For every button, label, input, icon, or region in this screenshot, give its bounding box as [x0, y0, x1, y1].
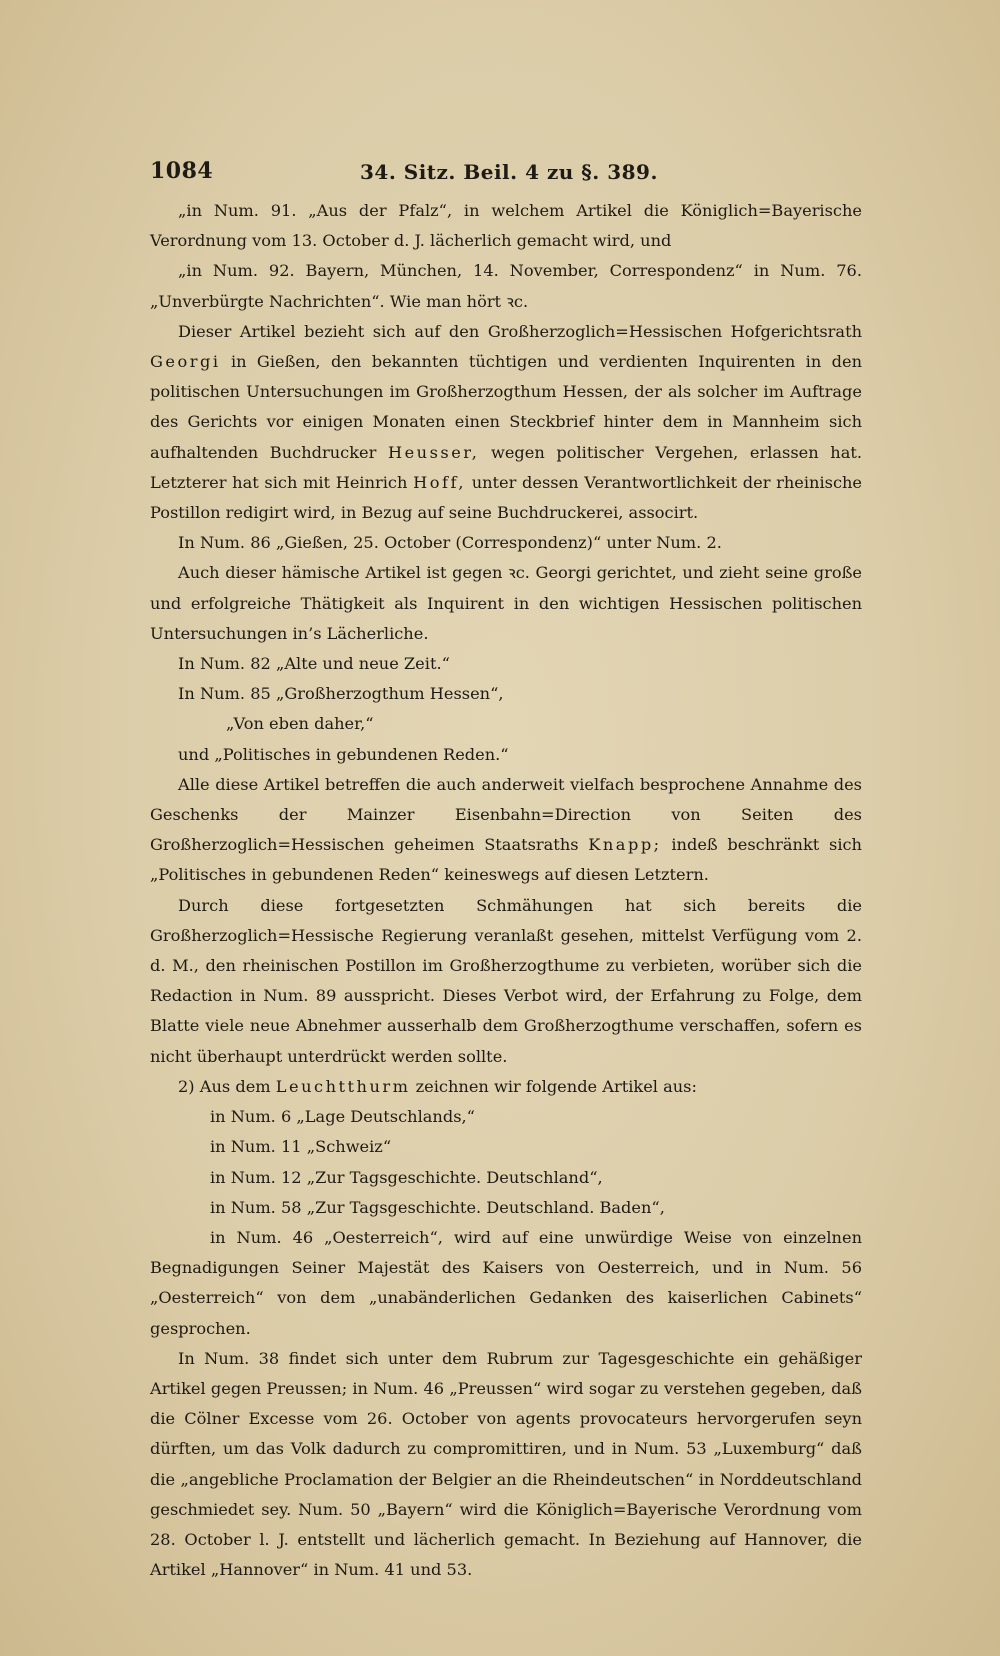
text-run: Dieser Artikel bezieht sich auf den Großherzoglich=Hessischen Hofgerichtsrath [178, 321, 862, 341]
paragraph: Auch dieser hämische Artikel ist gegen ꝛc. Georgi gerichtet, und zieht seine große und erfolgreiche Thätigkeit als Inquirent in den wichtigen Hessischen politischen Untersuchungen in’s Lächerliche. [150, 563, 862, 643]
citation-line: „in Num. 91. „Aus der Pfalz“, in welchem Artikel die Königlich=Bayerische Verordnung vom 13. October d. J. lächerlich gemacht wird, und [150, 201, 862, 251]
spaced-name: Heusser, [387, 442, 480, 462]
spaced-name: Knapp; [588, 835, 662, 855]
text-run: zeichnen wir folgende Artikel aus: [415, 1076, 697, 1096]
spaced-name: Georgi [150, 352, 221, 372]
citation-line: in Num. 12 „Zur Tagsgeschichte. Deutschland“, [210, 1167, 603, 1187]
citation-line: und „Politisches in gebundenen Reden.“ [178, 744, 509, 764]
spaced-name: Leuchtthurm [275, 1076, 411, 1096]
citation-line: „in Num. 92. Bayern, München, 14. November, Correspondenz“ in Num. 76. „Unverbürgte Nachrichten“. Wie man hört ꝛc. [150, 261, 862, 311]
spaced-name: Hoff, [413, 472, 467, 492]
citation-line: In Num. 85 „Großherzogthum Hessen“, [178, 684, 504, 704]
page-number: 1084 [150, 158, 214, 184]
text-run: unter dessen Verantwortlichkeit der rheinische Postillon redigirt wird, in Bezug auf seine Buchdruckerei, associrt. [150, 472, 863, 523]
paragraph [150, 317, 862, 528]
paragraph: In Num. 38 findet sich unter dem Rubrum zur Tagesgeschichte ein gehäßiger Artikel gegen Preussen; in Num. 46 „Preussen“ wird sogar zu verstehen gegeben, daß die Cölner Excesse vom 26. October von agents provocateurs hervorgerufen seyn dürften, um das Volk dadurch zu compromittiren, und in Num. 53 „Luxemburg“ daß die „angebliche Proclamation der Belgier an die Rheindeutschen“ in Norddeutschland geschmiedet sey. Num. 50 „Bayern“ wird die Königlich=Bayerische Verordnung vom 28. October l. J. entstellt und lächerlich gemacht. In Beziehung auf Hannover, die Artikel „Hannover“ in Num. 41 und 53. [150, 1348, 862, 1580]
paragraph [150, 770, 862, 891]
text-run: 2) Aus dem [178, 1076, 271, 1096]
citation-line: in Num. 11 „Schweiz“ [210, 1137, 392, 1157]
citation-line: In Num. 86 „Gießen, 25. October (Correspondenz)“ unter Num. 2. [178, 533, 722, 553]
citation-line: In Num. 82 „Alte und neue Zeit.“ [178, 654, 450, 674]
citation-line: „Von eben daher,“ [226, 714, 374, 734]
citation-line: in Num. 58 „Zur Tagsgeschichte. Deutschland. Baden“, [210, 1197, 665, 1217]
paragraph: in Num. 46 „Oesterreich“, wird auf eine unwürdige Weise von einzelnen Begnadigungen Seiner Majestät des Kaisers von Oesterreich, und in Num. 56 „Oesterreich“ von dem „unabänderlichen Gedanken des kaiserlichen Cabinets“ gesprochen. [150, 1227, 862, 1338]
paragraph [150, 1072, 862, 1102]
text-run: Alle diese Artikel betreffen die auch anderweit vielfach besprochene Annahme des Geschenks der Mainzer Eisenbahn=Direction von Seiten des Großherzoglich=Hessischen geheimen Staatsraths [150, 774, 862, 855]
text-run: wegen politischer Vergehen, erlassen hat. Letzterer hat sich mit Heinrich [150, 442, 862, 492]
running-head: 34. Sitz. Beil. 4 zu §. 389. [360, 160, 658, 184]
paragraph: Durch diese fortgesetzten Schmähungen hat sich bereits die Großherzoglich=Hessische Regierung veranlaßt gesehen, mittelst Verfügung vom 2. d. M., den rheinischen Postillon im Großherzogthume zu verbieten, worüber sich die Redaction in Num. 89 ausspricht. Dieses Verbot wird, der Erfahrung zu Folge, dem Blatte viele neue Abnehmer ausserhalb dem Großherzogthume verschaffen, sofern es nicht überhaupt unterdrückt werden sollte. [150, 895, 862, 1066]
text-run: indeß beschränkt sich „Politisches in gebundenen Reden“ keineswegs auf diesen Letztern. [150, 835, 862, 885]
text-run: in Gießen, den bekannten tüchtigen und verdienten Inquirenten in den politischen Untersuchungen im Großherzogthum Hessen, der als solcher im Auftrage des Gerichts vor einigen Monaten einen Steckbrief hinter dem in Mannheim sich aufhaltenden Buchdrucker [150, 352, 862, 462]
document-body [150, 196, 862, 1585]
citation-line: in Num. 6 „Lage Deutschlands,“ [210, 1107, 475, 1127]
